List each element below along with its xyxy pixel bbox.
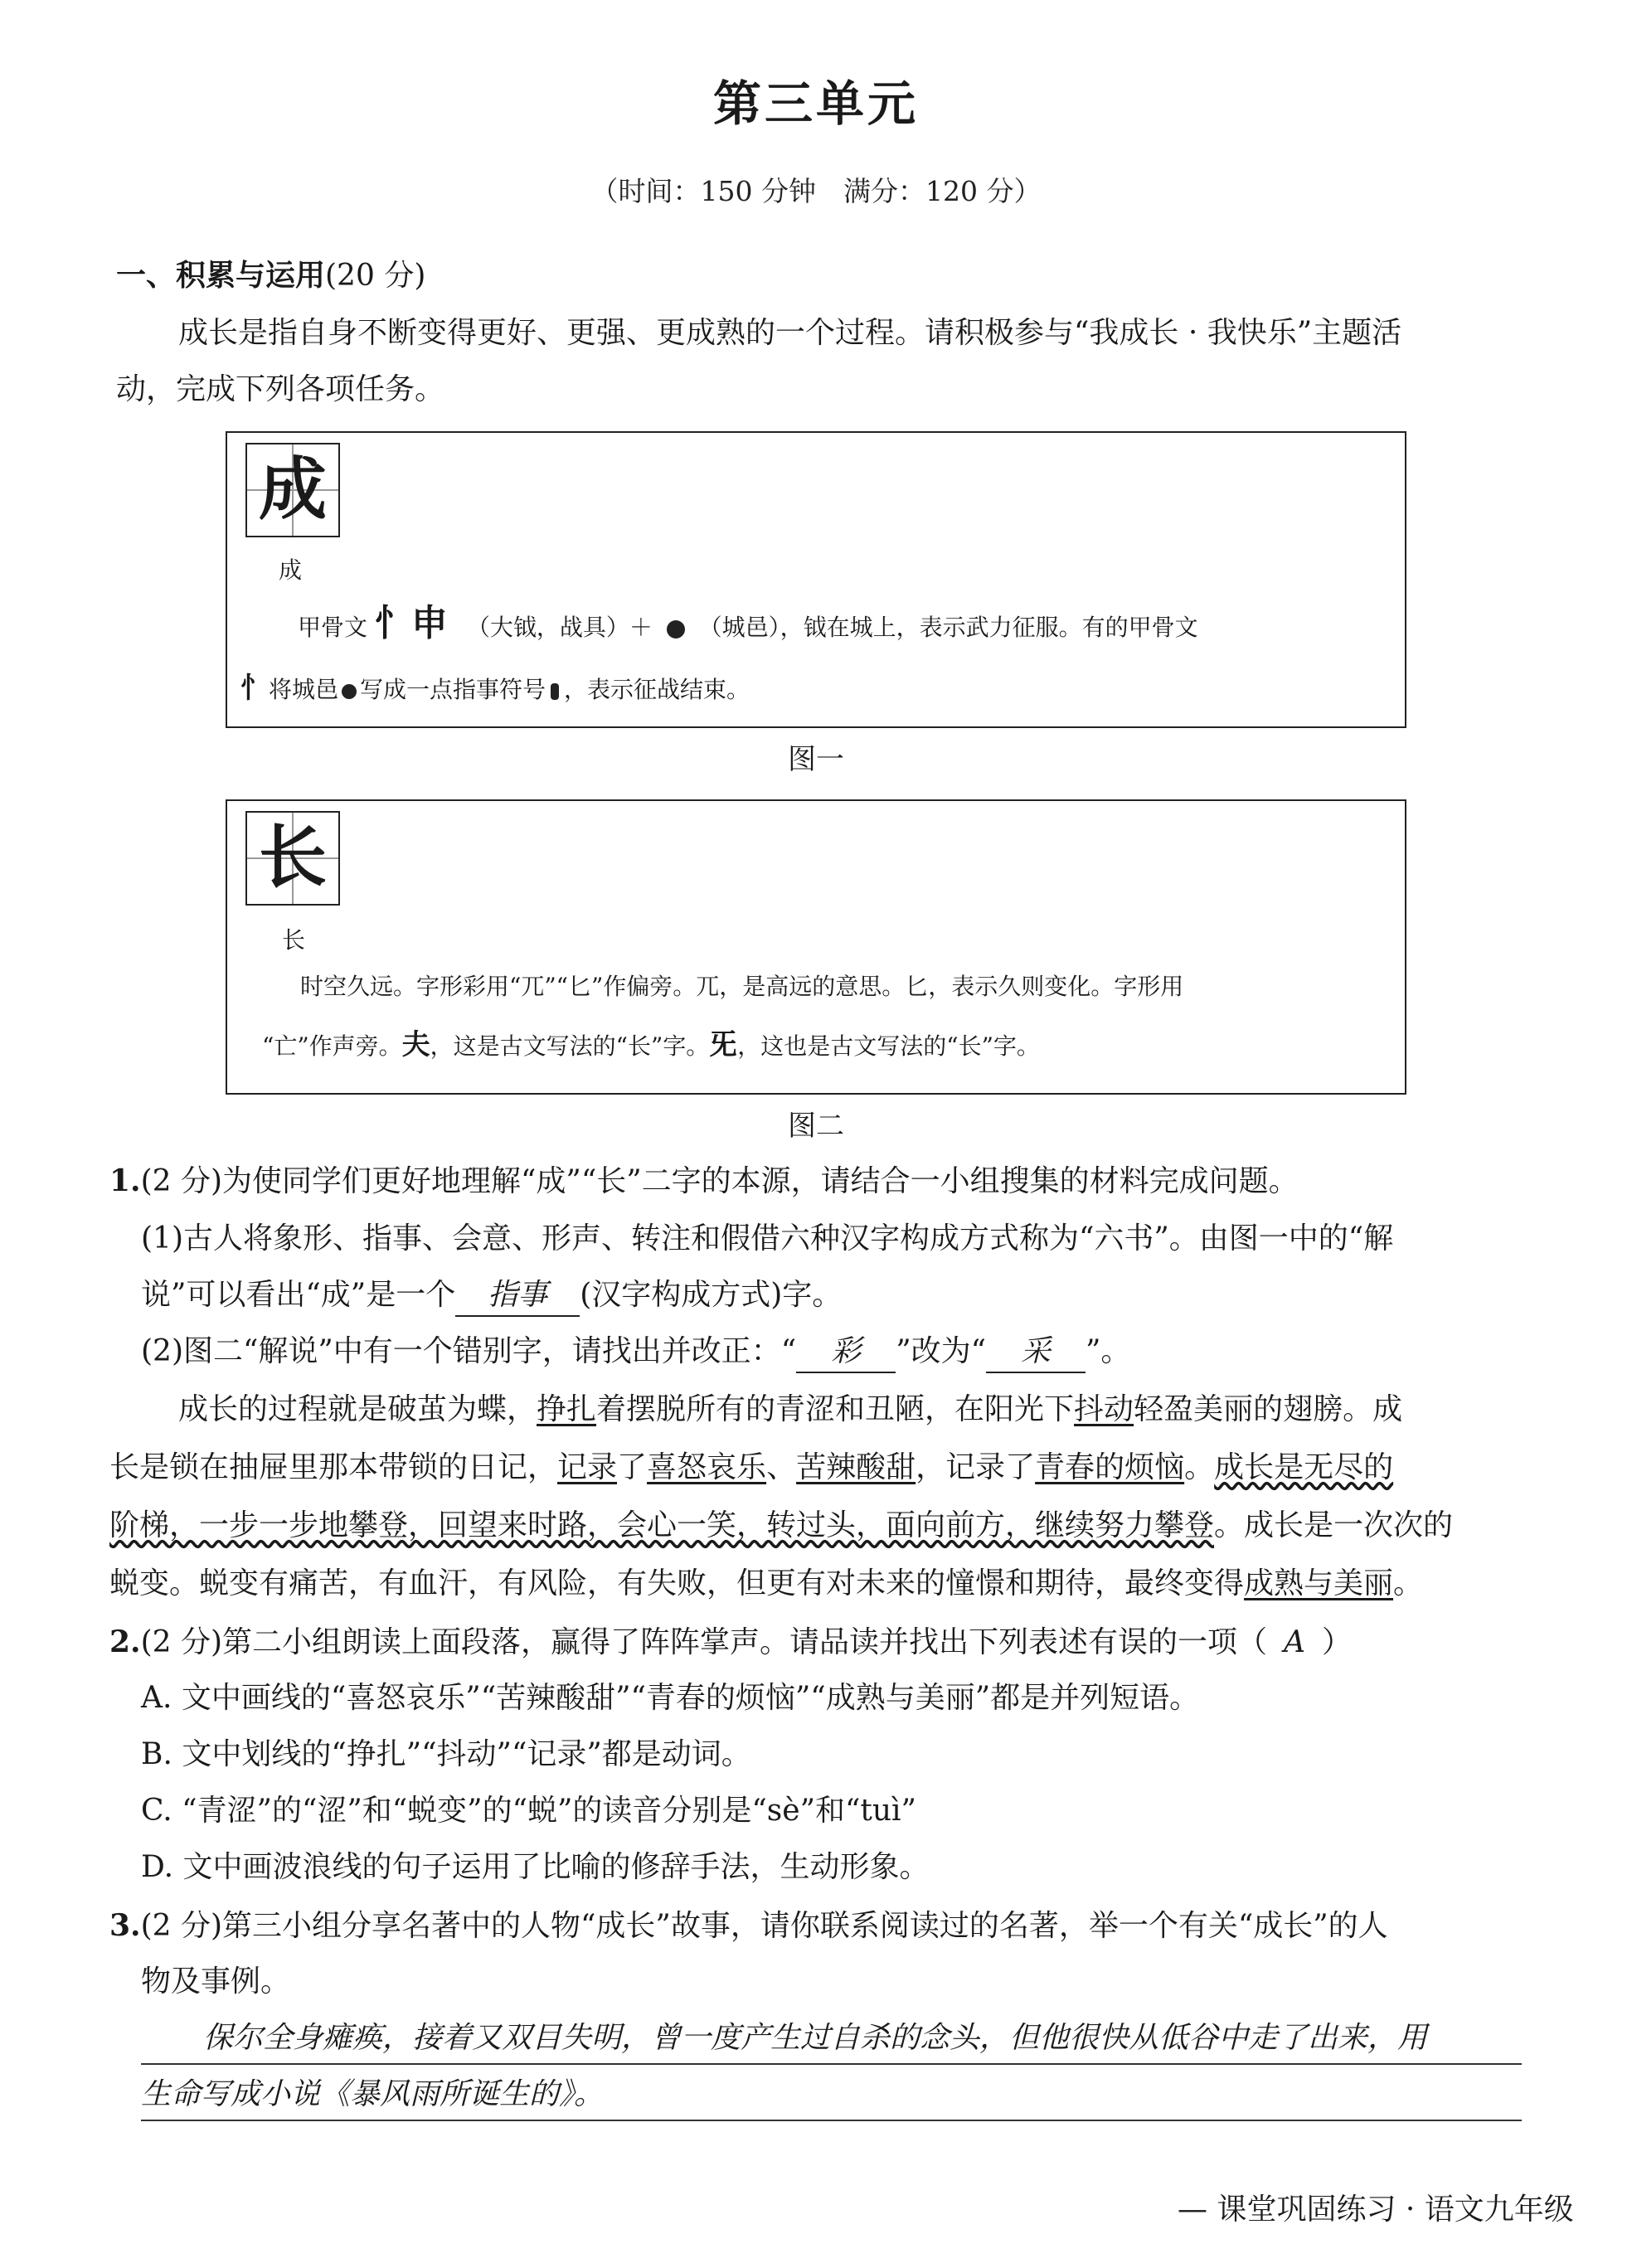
q2-option-d: D. 文中画波浪线的句子运用了比喻的修辞手法，生动形象。 (141, 1850, 930, 1884)
q1-answer-2: 彩 (796, 1332, 896, 1373)
q2-stem: 2.(2 分)第二小组朗读上面段落，赢得了阵阵掌声。请品读并找出下列表述有误的一项（ A ） (109, 1625, 1353, 1659)
q2-answer: A (1284, 1625, 1306, 1659)
q3-answer-line-1: 保尔全身瘫痪，接着又双目失明，曾一度产生过自杀的念头，但他很快从低谷中走了出来，用 (203, 2021, 1428, 2055)
section-heading (116, 255, 425, 296)
figure-2-line-2: “亡”作声旁。夫，这是古文写法的“长”字。旡，这也是古文写法的“长”字。 (262, 1028, 1040, 1061)
intro-line-2: 动，完成下列各项任务。 (116, 372, 445, 406)
city-glyph-icon (667, 620, 685, 639)
figure-1-line-1: 甲骨文 忄申 （大钺，战具）＋ （城邑），钺在城上，表示武力征服。有的甲骨文 (298, 602, 1198, 644)
dot-mark-icon (551, 683, 559, 700)
q1-stem: 1.(2 分)为使同学们更好地理解“成”“长”二字的本源，请结合一小组搜集的材料完成问题。 (109, 1163, 1299, 1198)
figure-1-line-2: 忄将城邑 写成一点指事符号 ，表示征战结束。 (240, 672, 750, 705)
city-glyph-icon-2 (342, 684, 357, 699)
section-title: 一、积累与运用 (116, 258, 326, 293)
q2-option-b: B. 文中划线的“挣扎”“抖动”“记录”都是动词。 (141, 1737, 751, 1771)
passage-line-2: 长是锁在抽屉里那本带锁的日记，记录了喜怒哀乐、苦辣酸甜，记录了青春的烦恼。成长是无尽的 (109, 1450, 1394, 1484)
figure-2-char-label: 长 (282, 926, 306, 954)
answer-rule-1 (141, 2063, 1522, 2065)
passage-line-1: 成长的过程就是破茧为蝶，挣扎着摆脱所有的青涩和丑陋，在阳光下抖动轻盈美丽的翅膀。成 (178, 1392, 1403, 1426)
passage-line-3: 阶梯，一步一步地攀登，回望来时路，会心一笑，转过头，面向前方，继续努力攀登。成长是一次次的 (109, 1508, 1454, 1542)
q3-stem-line-1: 3.(2 分)第三小组分享名著中的人物“成长”故事，请你联系阅读过的名著，举一个有关“成长”的人 (109, 1908, 1388, 1943)
intro-line-1: 成长是指自身不断变得更好、更强、更成熟的一个过程。请积极参与“我成长 · 我快乐”主题活 (178, 316, 1402, 350)
figure-2-box (226, 799, 1406, 1095)
q1-answer-3: 采 (986, 1332, 1086, 1373)
exam-info: （时间：150 分钟 满分：120 分） (590, 175, 1042, 207)
page-footer: — 课堂巩固练习 · 语文九年级 (1178, 2193, 1574, 2227)
q1-sub2: (2)图二“解说”中有一个错别字，请找出并改正：“ 彩 ”改为“ 采 ”。 (141, 1332, 1130, 1373)
passage-line-4: 蜕变。蜕变有痛苦，有血汗，有风险，有失败，但更有对未来的憧憬和期待，最终变得成熟与美丽。 (109, 1566, 1424, 1600)
seal-char-chang: 长 (245, 811, 340, 906)
q2-option-c: C. “青涩”的“涩”和“蜕变”的“蜕”的读音分别是“sè”和“tuì” (141, 1794, 916, 1828)
q1-sub1-line-1: (1)古人将象形、指事、会意、形声、转注和假借六种汉字构成方式称为“六书”。由图一中的“解 (141, 1221, 1394, 1255)
page-title: 第三单元 (712, 75, 919, 132)
q2-option-a: A. 文中画线的“喜怒哀乐”“苦辣酸甜”“青春的烦恼”“成熟与美丽”都是并列短语。 (141, 1681, 1200, 1715)
oracle-glyph-icon: 忄申 (374, 602, 448, 644)
figure-1-char-label: 成 (279, 556, 303, 584)
figure-2-line-1: 时空久远。字形彩用“兀”“匕”作偏旁。兀，是高远的意思。匕，表示久则变化。字形用 (300, 973, 1184, 1000)
q3-stem-line-2: 物及事例。 (141, 1964, 291, 1998)
q1-answer-1: 指事 (455, 1275, 580, 1317)
ancient-chang-glyph-icon: 夫 (401, 1028, 430, 1061)
oracle-glyph-2-icon: 忄 (240, 672, 269, 705)
q3-answer-line-2: 生命写成小说《暴风雨所诞生的》。 (141, 2077, 605, 2111)
answer-rule-2 (141, 2120, 1522, 2121)
ancient-chang-glyph-2-icon: 旡 (709, 1028, 738, 1061)
figure-1-box (226, 431, 1406, 728)
figure-2-caption: 图二 (788, 1110, 844, 1143)
figure-1-caption: 图一 (788, 743, 844, 776)
q1-sub1-line-2: 说”可以看出“成”是一个 指事 (汉字构成方式)字。 (141, 1275, 842, 1317)
seal-char-cheng: 成 (245, 443, 340, 537)
section-score: (20 分) (325, 259, 426, 293)
